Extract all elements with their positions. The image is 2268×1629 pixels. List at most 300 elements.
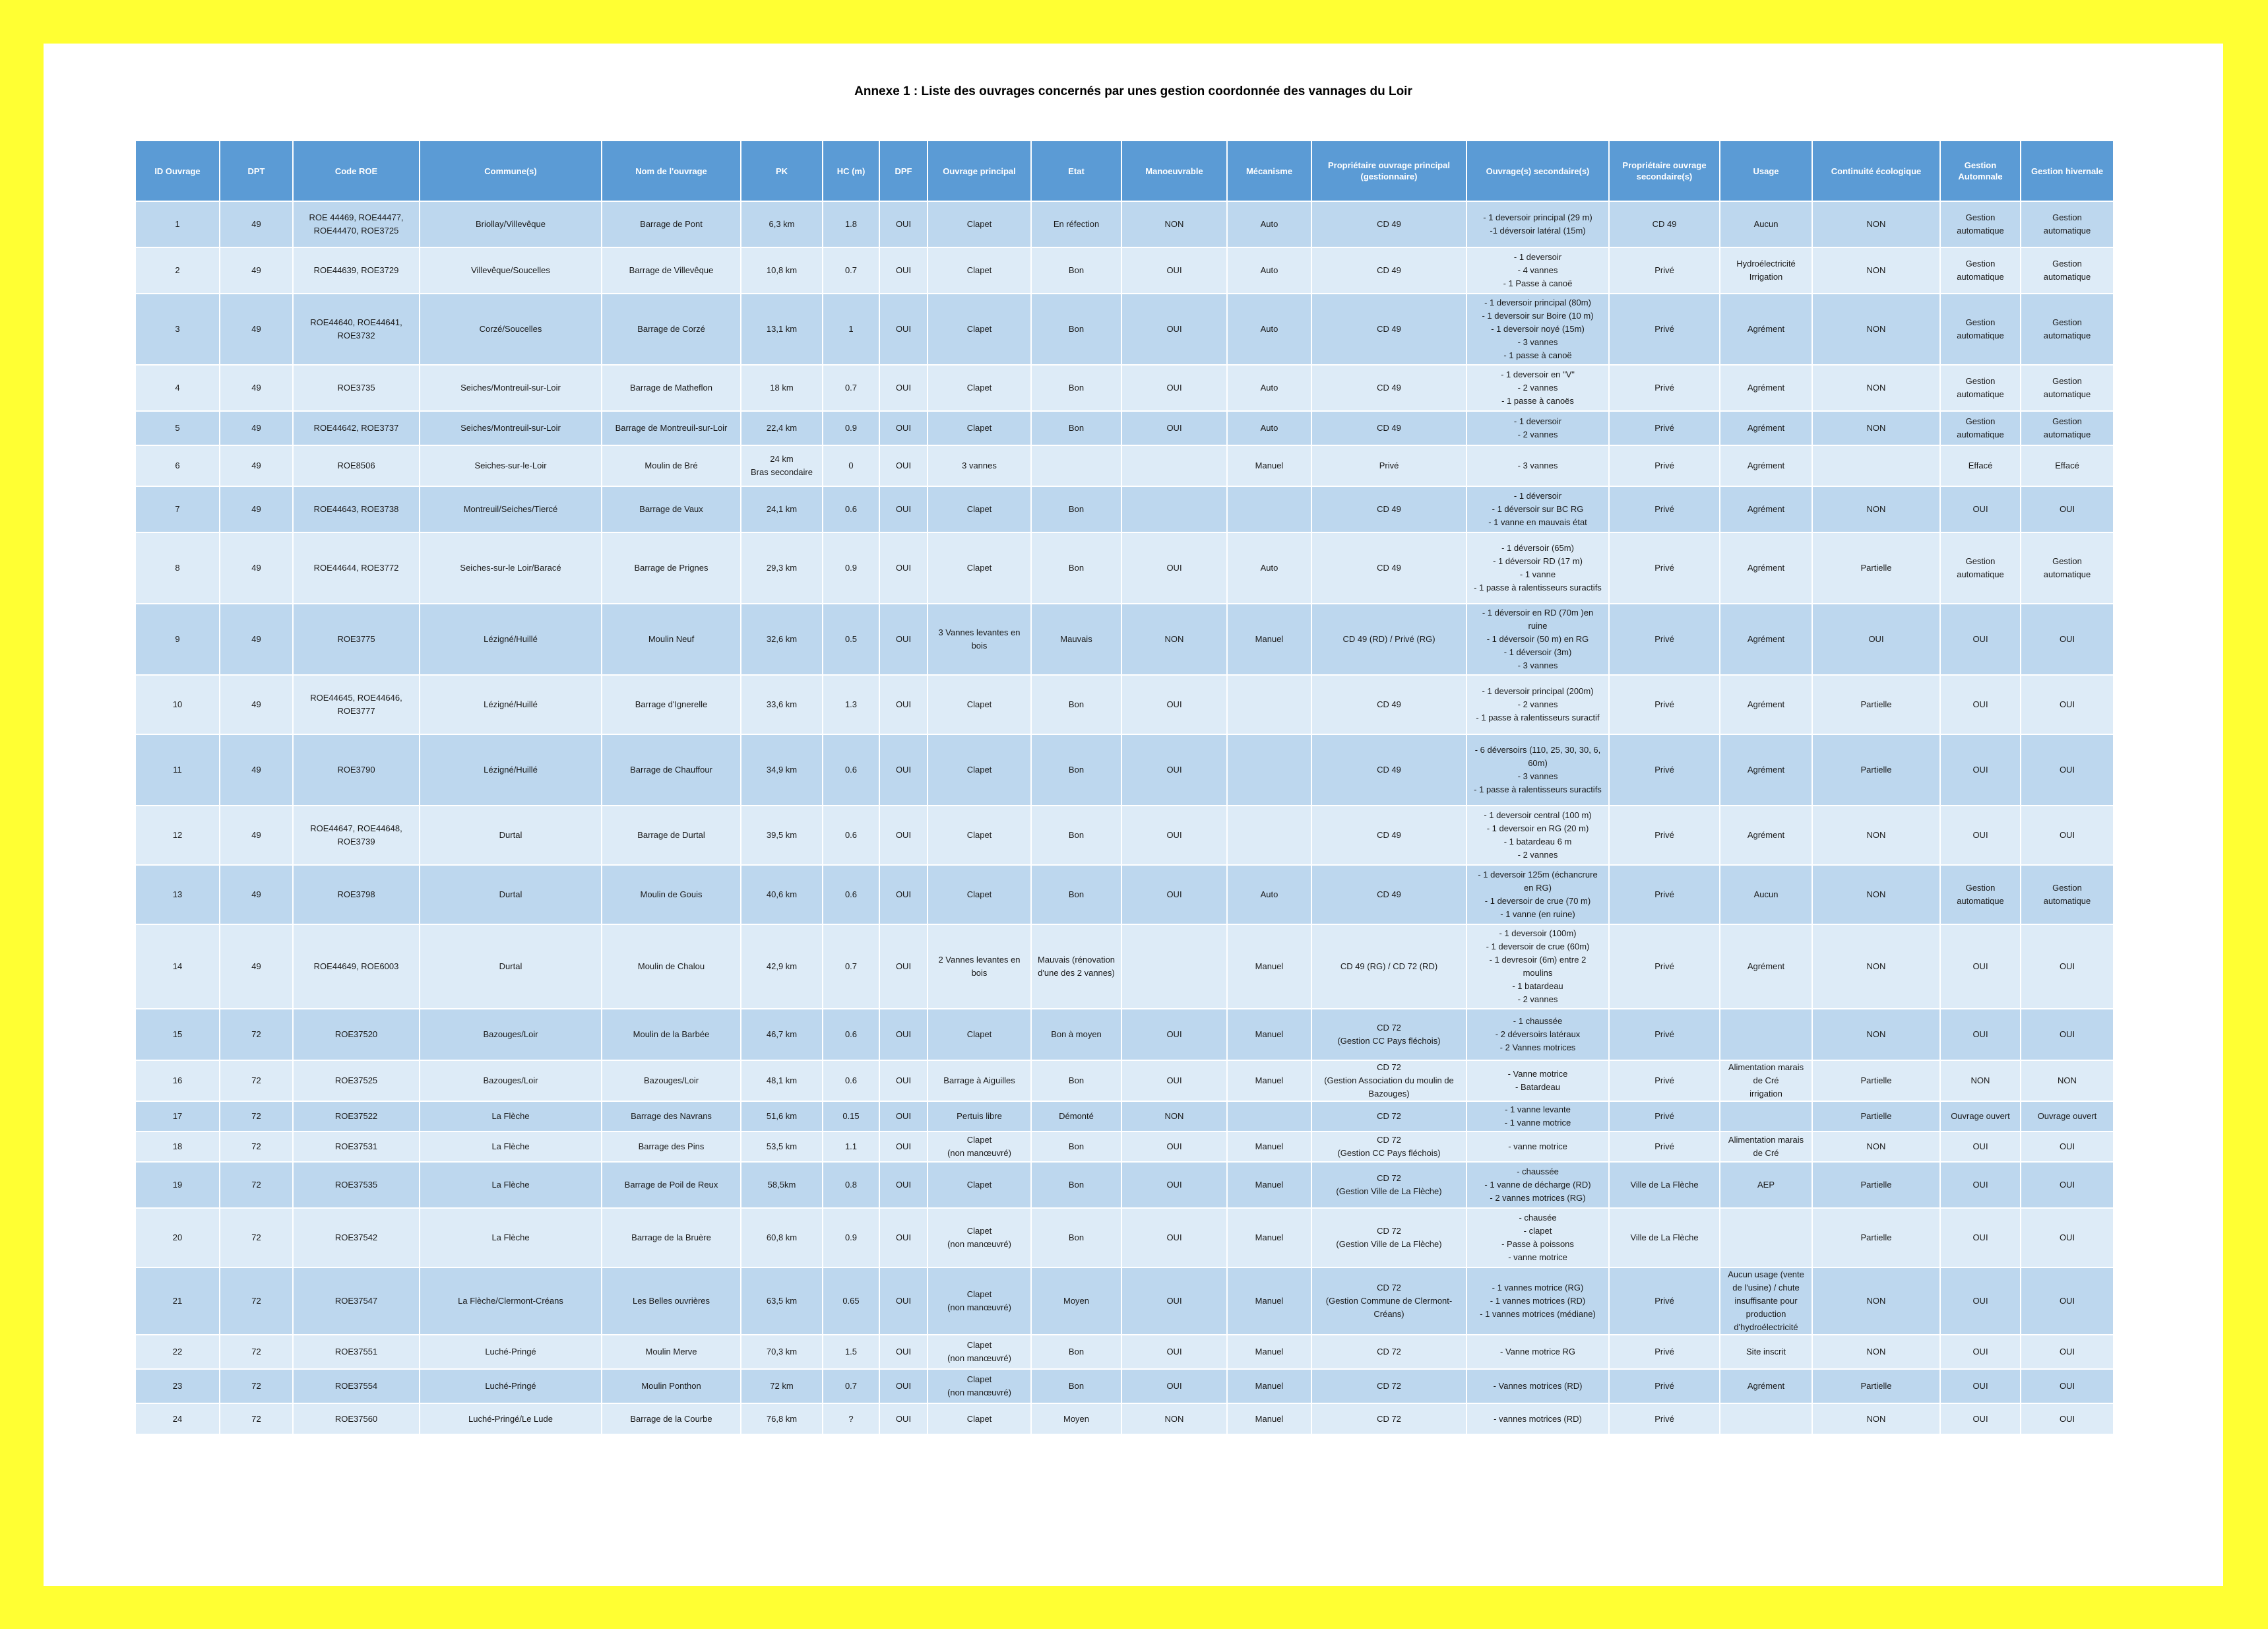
cell-mecanisme: Auto xyxy=(1227,294,1311,365)
cell-ouvrage-principal: 2 Vannes levantes en bois xyxy=(928,924,1031,1009)
cell-gestion-automnale: OUI xyxy=(1940,1369,2021,1403)
cell-gestion-hivernale: OUI xyxy=(2021,1208,2114,1267)
cell-ouvrages-secondaires: - 1 deversoir en "V" - 2 vannes - 1 passe à canoës xyxy=(1466,365,1609,411)
cell-code-roe: ROE44647, ROE44648, ROE3739 xyxy=(293,806,420,865)
cell-code-roe: ROE3735 xyxy=(293,365,420,411)
cell-continuite-ecologique: Partielle xyxy=(1812,1208,1940,1267)
cell-ouvrages-secondaires: - 1 deversoir principal (200m) - 2 vannes - 1 passe à ralentisseurs suractif xyxy=(1466,675,1609,734)
cell-communes: Durtal xyxy=(420,806,602,865)
cell-usage xyxy=(1720,1403,1812,1434)
cell-proprietaire-secondaire: Privé xyxy=(1609,1060,1720,1101)
column-header-code-roe: Code ROE xyxy=(293,141,420,201)
cell-etat: Bon xyxy=(1031,294,1121,365)
cell-nom-ouvrage: Bazouges/Loir xyxy=(602,1060,741,1101)
cell-dpt: 72 xyxy=(220,1335,293,1369)
cell-ouvrage-principal: Pertuis libre xyxy=(928,1101,1031,1132)
cell-dpt: 72 xyxy=(220,1267,293,1335)
cell-gestion-automnale: Effacé xyxy=(1940,445,2021,486)
cell-etat: Bon xyxy=(1031,365,1121,411)
cell-dpf: OUI xyxy=(879,486,928,532)
cell-hc: 0.65 xyxy=(823,1267,879,1335)
cell-hc: 1 xyxy=(823,294,879,365)
cell-nom-ouvrage: Barrage de Vaux xyxy=(602,486,741,532)
cell-continuite-ecologique: Partielle xyxy=(1812,532,1940,604)
cell-continuite-ecologique: NON xyxy=(1812,806,1940,865)
table-row xyxy=(136,675,2114,734)
cell-gestion-automnale: Gestion automatique xyxy=(1940,247,2021,294)
cell-manoeuvrable: OUI xyxy=(1121,1132,1227,1162)
cell-continuite-ecologique: NON xyxy=(1812,1132,1940,1162)
cell-ouvrage-principal: Clapet (non manœuvré) xyxy=(928,1132,1031,1162)
cell-continuite-ecologique: NON xyxy=(1812,365,1940,411)
cell-mecanisme: Manuel xyxy=(1227,924,1311,1009)
cell-communes: Seiches-sur-le-Loir xyxy=(420,445,602,486)
cell-dpf: OUI xyxy=(879,247,928,294)
cell-code-roe: ROE44649, ROE6003 xyxy=(293,924,420,1009)
cell-usage: Agrément xyxy=(1720,486,1812,532)
cell-manoeuvrable: OUI xyxy=(1121,675,1227,734)
cell-hc: 1.1 xyxy=(823,1132,879,1162)
cell-code-roe: ROE37531 xyxy=(293,1132,420,1162)
cell-dpf: OUI xyxy=(879,365,928,411)
cell-gestion-automnale: Gestion automatique xyxy=(1940,294,2021,365)
column-header-communes: Commune(s) xyxy=(420,141,602,201)
cell-continuite-ecologique: NON xyxy=(1812,865,1940,924)
column-header-pk: PK xyxy=(741,141,823,201)
cell-proprietaire-secondaire: Privé xyxy=(1609,806,1720,865)
cell-dpt: 49 xyxy=(220,806,293,865)
cell-code-roe: ROE44642, ROE3737 xyxy=(293,411,420,445)
cell-nom-ouvrage: Moulin de Chalou xyxy=(602,924,741,1009)
cell-gestion-hivernale: OUI xyxy=(2021,1267,2114,1335)
cell-continuite-ecologique: Partielle xyxy=(1812,1162,1940,1208)
table-row xyxy=(136,734,2114,806)
cell-dpf: OUI xyxy=(879,675,928,734)
cell-gestion-automnale: OUI xyxy=(1940,486,2021,532)
cell-nom-ouvrage: Barrage de Poil de Reux xyxy=(602,1162,741,1208)
cell-dpf: OUI xyxy=(879,1101,928,1132)
cell-code-roe: ROE37525 xyxy=(293,1060,420,1101)
column-header-ouvrages-secondaires: Ouvrage(s) secondaire(s) xyxy=(1466,141,1609,201)
cell-proprietaire-principal: CD 49 xyxy=(1311,806,1466,865)
cell-ouvrage-principal: Clapet xyxy=(928,486,1031,532)
cell-mecanisme: Manuel xyxy=(1227,1208,1311,1267)
cell-mecanisme xyxy=(1227,486,1311,532)
cell-proprietaire-principal: CD 49 xyxy=(1311,734,1466,806)
column-header-id-ouvrage: ID Ouvrage xyxy=(136,141,220,201)
cell-proprietaire-secondaire: Privé xyxy=(1609,445,1720,486)
cell-id-ouvrage: 1 xyxy=(136,201,220,247)
cell-code-roe: ROE37547 xyxy=(293,1267,420,1335)
cell-manoeuvrable: NON xyxy=(1121,604,1227,675)
cell-communes: Seiches/Montreuil-sur-Loir xyxy=(420,411,602,445)
cell-gestion-hivernale: OUI xyxy=(2021,734,2114,806)
cell-ouvrages-secondaires: - 1 deversoir central (100 m) - 1 deversoir en RG (20 m) - 1 batardeau 6 m - 2 vannes xyxy=(1466,806,1609,865)
cell-dpt: 72 xyxy=(220,1369,293,1403)
cell-gestion-automnale: OUI xyxy=(1940,1162,2021,1208)
cell-code-roe: ROE37554 xyxy=(293,1369,420,1403)
cell-etat: Bon xyxy=(1031,486,1121,532)
cell-dpf: OUI xyxy=(879,1403,928,1434)
cell-hc: 0.6 xyxy=(823,1009,879,1060)
cell-nom-ouvrage: Les Belles ouvrières xyxy=(602,1267,741,1335)
cell-ouvrage-principal: 3 vannes xyxy=(928,445,1031,486)
cell-gestion-hivernale: OUI xyxy=(2021,1335,2114,1369)
cell-gestion-hivernale: Gestion automatique xyxy=(2021,865,2114,924)
cell-dpf: OUI xyxy=(879,1162,928,1208)
cell-ouvrage-principal: Clapet (non manœuvré) xyxy=(928,1369,1031,1403)
cell-ouvrages-secondaires: - Vanne motrice - Batardeau xyxy=(1466,1060,1609,1101)
cell-ouvrage-principal: Clapet xyxy=(928,806,1031,865)
cell-proprietaire-secondaire: Privé xyxy=(1609,1403,1720,1434)
cell-manoeuvrable: NON xyxy=(1121,1403,1227,1434)
cell-gestion-hivernale: Gestion automatique xyxy=(2021,532,2114,604)
cell-code-roe: ROE44639, ROE3729 xyxy=(293,247,420,294)
cell-ouvrages-secondaires: - 1 déversoir - 1 déversoir sur BC RG - 1 vanne en mauvais état xyxy=(1466,486,1609,532)
cell-dpf: OUI xyxy=(879,532,928,604)
cell-nom-ouvrage: Barrage de Montreuil-sur-Loir xyxy=(602,411,741,445)
cell-gestion-hivernale: Gestion automatique xyxy=(2021,365,2114,411)
cell-id-ouvrage: 24 xyxy=(136,1403,220,1434)
cell-pk: 60,8 km xyxy=(741,1208,823,1267)
page-title: Annexe 1 : Liste des ouvrages concernés par unes gestion coordonnée des vannages du Loir xyxy=(854,84,1412,98)
cell-continuite-ecologique: OUI xyxy=(1812,604,1940,675)
cell-ouvrage-principal: Clapet xyxy=(928,365,1031,411)
cell-gestion-hivernale: Effacé xyxy=(2021,445,2114,486)
cell-pk: 18 km xyxy=(741,365,823,411)
column-header-mecanisme: Mécanisme xyxy=(1227,141,1311,201)
cell-mecanisme: Auto xyxy=(1227,247,1311,294)
cell-id-ouvrage: 5 xyxy=(136,411,220,445)
cell-gestion-automnale: OUI xyxy=(1940,1267,2021,1335)
cell-proprietaire-principal: CD 72 (Gestion CC Pays fléchois) xyxy=(1311,1009,1466,1060)
cell-continuite-ecologique: Partielle xyxy=(1812,675,1940,734)
cell-ouvrages-secondaires: - 1 deversoir principal (29 m) -1 déversoir latéral (15m) xyxy=(1466,201,1609,247)
cell-usage: Agrément xyxy=(1720,365,1812,411)
column-header-hc: HC (m) xyxy=(823,141,879,201)
cell-proprietaire-principal: CD 49 xyxy=(1311,486,1466,532)
cell-gestion-automnale: OUI xyxy=(1940,1403,2021,1434)
cell-ouvrages-secondaires: - vannes motrices (RD) xyxy=(1466,1403,1609,1434)
cell-proprietaire-principal: CD 72 xyxy=(1311,1101,1466,1132)
cell-proprietaire-principal: CD 72 (Gestion Ville de La Flèche) xyxy=(1311,1162,1466,1208)
cell-nom-ouvrage: Barrage des Navrans xyxy=(602,1101,741,1132)
column-header-nom-ouvrage: Nom de l'ouvrage xyxy=(602,141,741,201)
cell-gestion-automnale: Ouvrage ouvert xyxy=(1940,1101,2021,1132)
cell-pk: 51,6 km xyxy=(741,1101,823,1132)
cell-ouvrage-principal: Clapet xyxy=(928,865,1031,924)
cell-nom-ouvrage: Barrage des Pins xyxy=(602,1132,741,1162)
cell-communes: La Flèche/Clermont-Créans xyxy=(420,1267,602,1335)
cell-continuite-ecologique: Partielle xyxy=(1812,1060,1940,1101)
cell-ouvrage-principal: Clapet xyxy=(928,532,1031,604)
cell-communes: Lézigné/Huillé xyxy=(420,604,602,675)
cell-manoeuvrable: OUI xyxy=(1121,532,1227,604)
cell-etat: Bon xyxy=(1031,1060,1121,1101)
cell-nom-ouvrage: Barrage de Corzé xyxy=(602,294,741,365)
cell-pk: 46,7 km xyxy=(741,1009,823,1060)
cell-code-roe: ROE37542 xyxy=(293,1208,420,1267)
cell-proprietaire-secondaire: Privé xyxy=(1609,1009,1720,1060)
cell-continuite-ecologique: NON xyxy=(1812,486,1940,532)
cell-dpt: 49 xyxy=(220,734,293,806)
cell-proprietaire-principal: CD 72 (Gestion Commune de Clermont- Créans) xyxy=(1311,1267,1466,1335)
cell-proprietaire-secondaire: Privé xyxy=(1609,486,1720,532)
cell-usage: Agrément xyxy=(1720,445,1812,486)
cell-dpf: OUI xyxy=(879,806,928,865)
cell-pk: 34,9 km xyxy=(741,734,823,806)
cell-communes: Bazouges/Loir xyxy=(420,1060,602,1101)
cell-usage: Aucun usage (vente de l'usine) / chute insuffisante pour production d'hydroélectricité xyxy=(1720,1267,1812,1335)
cell-hc: 1.3 xyxy=(823,675,879,734)
cell-manoeuvrable xyxy=(1121,445,1227,486)
cell-proprietaire-secondaire: Privé xyxy=(1609,604,1720,675)
cell-manoeuvrable: OUI xyxy=(1121,734,1227,806)
cell-usage: Agrément xyxy=(1720,604,1812,675)
cell-gestion-automnale: OUI xyxy=(1940,734,2021,806)
cell-etat: Bon xyxy=(1031,1208,1121,1267)
cell-communes: Montreuil/Seiches/Tiercé xyxy=(420,486,602,532)
table-row xyxy=(136,1162,2114,1208)
cell-dpt: 72 xyxy=(220,1009,293,1060)
cell-pk: 63,5 km xyxy=(741,1267,823,1335)
cell-ouvrages-secondaires: - 6 déversoirs (110, 25, 30, 30, 6, 60m) - 3 vannes - 1 passe à ralentisseurs suractifs xyxy=(1466,734,1609,806)
cell-mecanisme xyxy=(1227,1101,1311,1132)
cell-gestion-hivernale: OUI xyxy=(2021,486,2114,532)
table-row xyxy=(136,486,2114,532)
cell-ouvrages-secondaires: - Vanne motrice RG xyxy=(1466,1335,1609,1369)
cell-continuite-ecologique: NON xyxy=(1812,1403,1940,1434)
cell-manoeuvrable: OUI xyxy=(1121,1009,1227,1060)
cell-usage xyxy=(1720,1208,1812,1267)
table-row xyxy=(136,201,2114,247)
cell-nom-ouvrage: Moulin Merve xyxy=(602,1335,741,1369)
cell-ouvrages-secondaires: - 1 chaussée - 2 déversoirs latéraux - 2 Vannes motrices xyxy=(1466,1009,1609,1060)
table-row xyxy=(136,411,2114,445)
cell-dpt: 72 xyxy=(220,1208,293,1267)
cell-dpt: 49 xyxy=(220,532,293,604)
cell-proprietaire-principal: CD 72 xyxy=(1311,1335,1466,1369)
cell-pk: 24 km Bras secondaire xyxy=(741,445,823,486)
cell-gestion-hivernale: OUI xyxy=(2021,806,2114,865)
cell-dpt: 49 xyxy=(220,675,293,734)
cell-mecanisme: Manuel xyxy=(1227,1162,1311,1208)
cell-dpt: 72 xyxy=(220,1060,293,1101)
column-header-gestion-hivernale: Gestion hivernale xyxy=(2021,141,2114,201)
cell-code-roe: ROE3775 xyxy=(293,604,420,675)
cell-communes: Villevêque/Soucelles xyxy=(420,247,602,294)
cell-proprietaire-principal: CD 72 (Gestion Association du moulin de Bazouges) xyxy=(1311,1060,1466,1101)
cell-communes: Corzé/Soucelles xyxy=(420,294,602,365)
cell-continuite-ecologique: NON xyxy=(1812,247,1940,294)
cell-dpt: 49 xyxy=(220,365,293,411)
cell-dpt: 49 xyxy=(220,486,293,532)
cell-id-ouvrage: 20 xyxy=(136,1208,220,1267)
cell-hc: 0.9 xyxy=(823,532,879,604)
cell-nom-ouvrage: Barrage de Villevêque xyxy=(602,247,741,294)
cell-proprietaire-secondaire: CD 49 xyxy=(1609,201,1720,247)
cell-proprietaire-secondaire: Ville de La Flèche xyxy=(1609,1162,1720,1208)
cell-pk: 76,8 km xyxy=(741,1403,823,1434)
cell-etat: Bon à moyen xyxy=(1031,1009,1121,1060)
cell-etat: Moyen xyxy=(1031,1267,1121,1335)
cell-dpt: 49 xyxy=(220,247,293,294)
cell-hc: 0.7 xyxy=(823,924,879,1009)
document-page xyxy=(44,44,2223,1586)
cell-proprietaire-principal: CD 49 xyxy=(1311,201,1466,247)
cell-pk: 39,5 km xyxy=(741,806,823,865)
cell-etat: Bon xyxy=(1031,411,1121,445)
table-row xyxy=(136,1403,2114,1434)
cell-code-roe: ROE44644, ROE3772 xyxy=(293,532,420,604)
cell-manoeuvrable: OUI xyxy=(1121,1060,1227,1101)
cell-communes: Lézigné/Huillé xyxy=(420,675,602,734)
cell-usage: Agrément xyxy=(1720,675,1812,734)
cell-hc: 0.6 xyxy=(823,1060,879,1101)
cell-communes: Seiches-sur-le Loir/Baracé xyxy=(420,532,602,604)
cell-gestion-hivernale: Gestion automatique xyxy=(2021,201,2114,247)
cell-id-ouvrage: 18 xyxy=(136,1132,220,1162)
cell-communes: Durtal xyxy=(420,924,602,1009)
cell-gestion-hivernale: OUI xyxy=(2021,1369,2114,1403)
cell-manoeuvrable: OUI xyxy=(1121,865,1227,924)
cell-ouvrage-principal: Clapet (non manœuvré) xyxy=(928,1335,1031,1369)
cell-code-roe: ROE37522 xyxy=(293,1101,420,1132)
cell-manoeuvrable xyxy=(1121,924,1227,1009)
cell-communes: La Flèche xyxy=(420,1132,602,1162)
cell-continuite-ecologique xyxy=(1812,445,1940,486)
cell-gestion-automnale: Gestion automatique xyxy=(1940,411,2021,445)
table-row xyxy=(136,924,2114,1009)
cell-id-ouvrage: 7 xyxy=(136,486,220,532)
cell-manoeuvrable xyxy=(1121,486,1227,532)
cell-pk: 29,3 km xyxy=(741,532,823,604)
cell-code-roe: ROE8506 xyxy=(293,445,420,486)
table-header xyxy=(136,141,2114,201)
cell-nom-ouvrage: Barrage de Chauffour xyxy=(602,734,741,806)
table-row xyxy=(136,532,2114,604)
table-row xyxy=(136,604,2114,675)
cell-mecanisme xyxy=(1227,734,1311,806)
cell-etat: Bon xyxy=(1031,1335,1121,1369)
cell-dpt: 72 xyxy=(220,1162,293,1208)
column-header-ouvrage-principal: Ouvrage principal xyxy=(928,141,1031,201)
cell-mecanisme: Manuel xyxy=(1227,1369,1311,1403)
cell-continuite-ecologique: Partielle xyxy=(1812,1369,1940,1403)
cell-dpt: 49 xyxy=(220,294,293,365)
cell-id-ouvrage: 9 xyxy=(136,604,220,675)
cell-continuite-ecologique: NON xyxy=(1812,924,1940,1009)
cell-communes: La Flèche xyxy=(420,1101,602,1132)
cell-dpf: OUI xyxy=(879,865,928,924)
cell-proprietaire-principal: CD 49 xyxy=(1311,532,1466,604)
cell-proprietaire-principal: Privé xyxy=(1311,445,1466,486)
cell-ouvrage-principal: Clapet xyxy=(928,1403,1031,1434)
cell-ouvrage-principal: Clapet xyxy=(928,675,1031,734)
table-row xyxy=(136,806,2114,865)
cell-pk: 24,1 km xyxy=(741,486,823,532)
cell-code-roe: ROE37551 xyxy=(293,1335,420,1369)
cell-continuite-ecologique: NON xyxy=(1812,1335,1940,1369)
cell-mecanisme: Manuel xyxy=(1227,1060,1311,1101)
cell-mecanisme xyxy=(1227,806,1311,865)
cell-manoeuvrable: OUI xyxy=(1121,247,1227,294)
cell-hc: 1.8 xyxy=(823,201,879,247)
cell-gestion-hivernale: OUI xyxy=(2021,1162,2114,1208)
cell-hc: 0.9 xyxy=(823,411,879,445)
cell-hc: 0 xyxy=(823,445,879,486)
cell-proprietaire-secondaire: Privé xyxy=(1609,411,1720,445)
cell-gestion-automnale: OUI xyxy=(1940,675,2021,734)
cell-mecanisme: Auto xyxy=(1227,365,1311,411)
cell-communes: Durtal xyxy=(420,865,602,924)
cell-proprietaire-secondaire: Privé xyxy=(1609,1267,1720,1335)
cell-ouvrages-secondaires: - 1 deversoir principal (80m) - 1 deversoir sur Boire (10 m) - 1 deversoir noyé (15m) - 3 vannes - 1 passe à canoë xyxy=(1466,294,1609,365)
cell-nom-ouvrage: Moulin Neuf xyxy=(602,604,741,675)
cell-proprietaire-secondaire: Privé xyxy=(1609,247,1720,294)
cell-hc: 0.15 xyxy=(823,1101,879,1132)
cell-mecanisme: Manuel xyxy=(1227,445,1311,486)
cell-pk: 6,3 km xyxy=(741,201,823,247)
cell-usage: Agrément xyxy=(1720,924,1812,1009)
cell-dpf: OUI xyxy=(879,604,928,675)
cell-dpf: OUI xyxy=(879,1208,928,1267)
cell-code-roe: ROE37535 xyxy=(293,1162,420,1208)
cell-nom-ouvrage: Barrage de la Bruère xyxy=(602,1208,741,1267)
cell-mecanisme: Auto xyxy=(1227,411,1311,445)
cell-code-roe: ROE3798 xyxy=(293,865,420,924)
column-header-manoeuvrable: Manoeuvrable xyxy=(1121,141,1227,201)
cell-nom-ouvrage: Barrage de Prignes xyxy=(602,532,741,604)
cell-gestion-automnale: OUI xyxy=(1940,604,2021,675)
cell-mecanisme: Manuel xyxy=(1227,1009,1311,1060)
cell-etat: Mauvais (rénovation d'une des 2 vannes) xyxy=(1031,924,1121,1009)
cell-nom-ouvrage: Moulin de Bré xyxy=(602,445,741,486)
cell-gestion-automnale: OUI xyxy=(1940,1132,2021,1162)
cell-gestion-hivernale: OUI xyxy=(2021,675,2114,734)
cell-etat: Bon xyxy=(1031,806,1121,865)
cell-pk: 58,5km xyxy=(741,1162,823,1208)
cell-usage: Alimentation marais de Cré irrigation xyxy=(1720,1060,1812,1101)
cell-proprietaire-principal: CD 49 xyxy=(1311,865,1466,924)
table-row xyxy=(136,365,2114,411)
cell-communes: La Flèche xyxy=(420,1162,602,1208)
cell-mecanisme: Auto xyxy=(1227,532,1311,604)
table-row xyxy=(136,294,2114,365)
table-row xyxy=(136,1132,2114,1162)
cell-dpt: 49 xyxy=(220,865,293,924)
cell-mecanisme: Manuel xyxy=(1227,1267,1311,1335)
cell-usage: Agrément xyxy=(1720,532,1812,604)
column-header-gestion-automnale: Gestion Automnale xyxy=(1940,141,2021,201)
cell-dpt: 49 xyxy=(220,201,293,247)
cell-proprietaire-secondaire: Privé xyxy=(1609,865,1720,924)
cell-pk: 10,8 km xyxy=(741,247,823,294)
cell-code-roe: ROE37520 xyxy=(293,1009,420,1060)
cell-etat: Bon xyxy=(1031,734,1121,806)
cell-communes: Luché-Pringé xyxy=(420,1369,602,1403)
cell-dpf: OUI xyxy=(879,1132,928,1162)
table-row xyxy=(136,247,2114,294)
cell-gestion-hivernale: Gestion automatique xyxy=(2021,411,2114,445)
cell-usage: Aucun xyxy=(1720,201,1812,247)
cell-mecanisme xyxy=(1227,675,1311,734)
cell-communes: La Flèche xyxy=(420,1208,602,1267)
cell-gestion-hivernale: Ouvrage ouvert xyxy=(2021,1101,2114,1132)
cell-etat xyxy=(1031,445,1121,486)
cell-etat: Bon xyxy=(1031,1162,1121,1208)
cell-continuite-ecologique: NON xyxy=(1812,1009,1940,1060)
